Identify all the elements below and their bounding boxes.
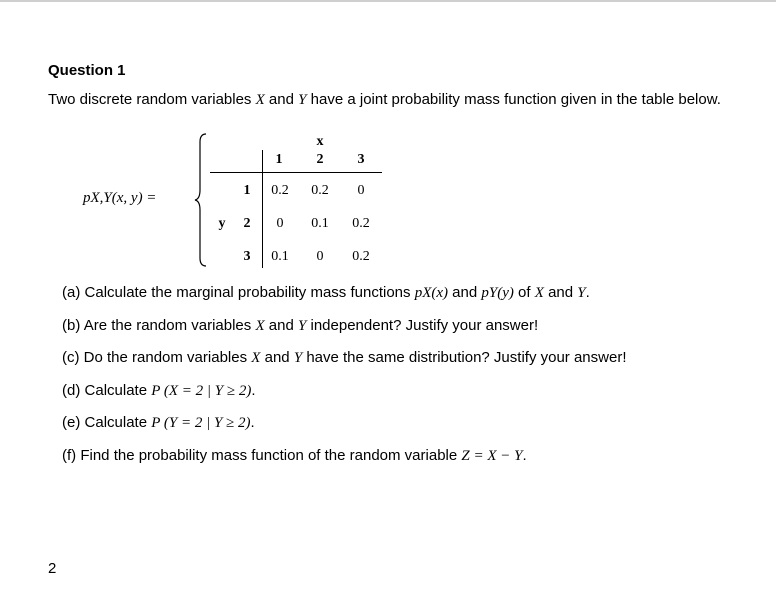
- y-header-2: 2: [243, 216, 251, 231]
- pmf-label: pX,Y(x, y) =: [83, 190, 157, 206]
- question-e: (e) Calculate P (Y = 2 | Y ≥ 2).: [62, 414, 255, 431]
- x-header-1: 1: [275, 152, 283, 167]
- table-cell: 0.1: [271, 249, 289, 264]
- table-header-rule: [210, 172, 382, 173]
- page-number: 2: [48, 560, 57, 577]
- table-column-rule: [262, 150, 263, 268]
- x-variable-label: x: [316, 134, 324, 149]
- left-brace: [194, 132, 208, 268]
- y-header-3: 3: [243, 249, 251, 264]
- y-variable-label: y: [218, 216, 226, 231]
- table-cell: 0.2: [352, 249, 370, 264]
- table-cell: 0: [316, 249, 324, 264]
- table-cell: 0: [276, 216, 284, 231]
- table-cell: 0.1: [311, 216, 329, 231]
- y-header-1: 1: [243, 183, 251, 198]
- question-title: Question 1: [48, 62, 126, 79]
- table-cell: 0.2: [352, 216, 370, 231]
- question-c: (c) Do the random variables X and Y have the same distribution? Justify your answer!: [62, 349, 627, 366]
- intro-paragraph: Two discrete random variables X and Y have a joint probability mass function given in the table below.: [48, 91, 721, 108]
- table-cell: 0.2: [311, 183, 329, 198]
- question-f: (f) Find the probability mass function of the random variable Z = X − Y.: [62, 447, 527, 464]
- x-header-3: 3: [357, 152, 365, 167]
- question-d: (d) Calculate P (X = 2 | Y ≥ 2).: [62, 382, 256, 399]
- question-a: (a) Calculate the marginal probability mass functions pX(x) and pY(y) of X and Y.: [62, 284, 590, 301]
- question-b: (b) Are the random variables X and Y independent? Justify your answer!: [62, 317, 539, 334]
- top-border: [0, 0, 776, 2]
- table-cell: 0.2: [271, 183, 289, 198]
- table-cell: 0: [357, 183, 365, 198]
- x-header-2: 2: [316, 152, 324, 167]
